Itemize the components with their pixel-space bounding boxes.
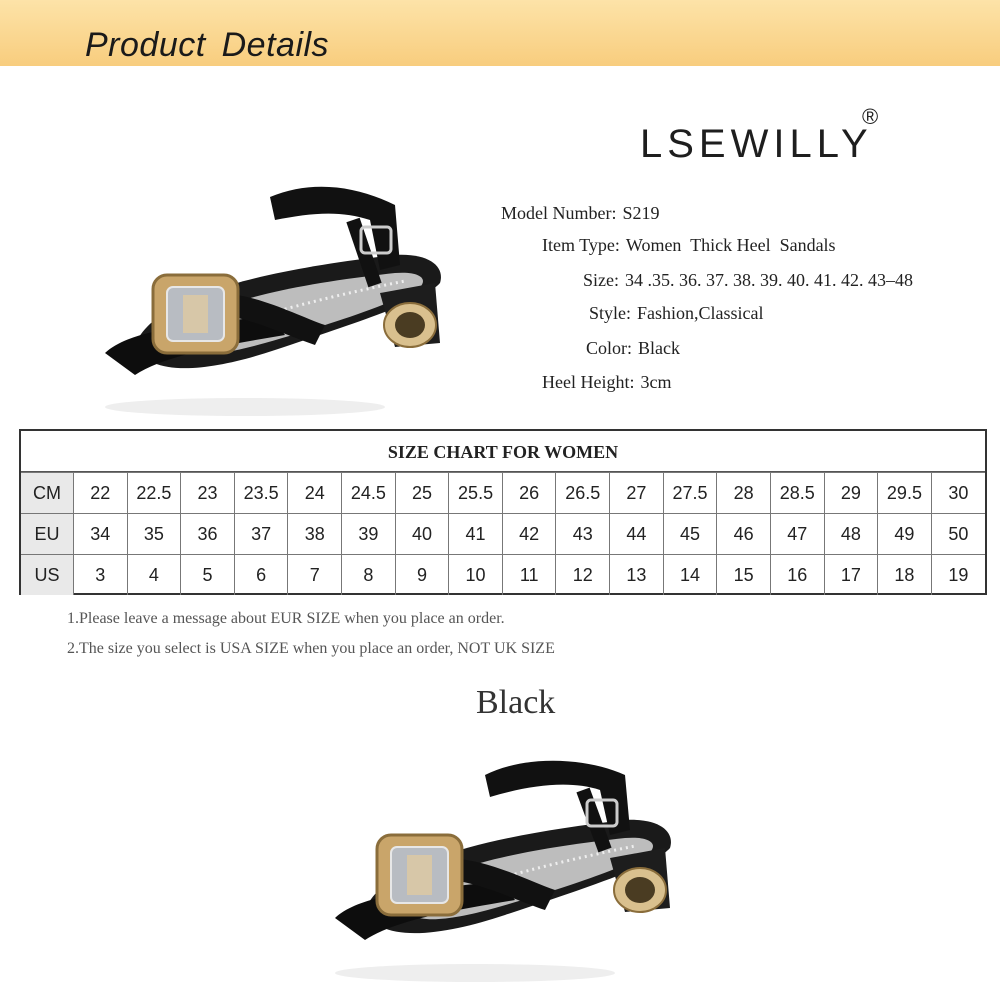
size-cell: 4 [127, 555, 181, 596]
note-usa-size: 2.The size you select is USA SIZE when you place an order, NOT UK SIZE [67, 640, 555, 657]
size-cell: 24.5 [342, 473, 396, 514]
size-row-eu [21, 514, 985, 555]
spec-model-number [501, 203, 660, 224]
size-cell: 23.5 [234, 473, 288, 514]
size-cell: 9 [395, 555, 449, 596]
product-image-main [95, 175, 465, 420]
size-cell: 28.5 [770, 473, 824, 514]
size-cell: 12 [556, 555, 610, 596]
size-cell: 27.5 [663, 473, 717, 514]
size-cell: 41 [449, 514, 503, 555]
size-cell: 19 [931, 555, 985, 596]
color-section-title: Black [476, 684, 556, 721]
size-cell: 6 [234, 555, 288, 596]
spec-style [589, 303, 764, 324]
spec-value: Black [638, 338, 681, 358]
size-cell: 43 [556, 514, 610, 555]
spec-label: Size: [583, 270, 619, 290]
size-cell: 16 [770, 555, 824, 596]
size-cell: 46 [717, 514, 771, 555]
size-cell: 30 [931, 473, 985, 514]
size-cell: 13 [610, 555, 664, 596]
spec-value: S219 [622, 203, 660, 223]
size-cell: 44 [610, 514, 664, 555]
size-table [21, 472, 985, 595]
size-cell: 17 [824, 555, 878, 596]
spec-label: Item Type: [542, 235, 620, 255]
size-cell: 50 [931, 514, 985, 555]
spec-color [586, 338, 680, 359]
size-row-header: US [21, 555, 74, 596]
spec-heel-height [542, 372, 671, 393]
size-cell: 49 [878, 514, 932, 555]
size-cell: 18 [878, 555, 932, 596]
note-eur-size: 1.Please leave a message about EUR SIZE when you place an order. [67, 610, 505, 627]
header-banner [0, 0, 1000, 66]
size-cell: 34 [74, 514, 128, 555]
size-cell: 22.5 [127, 473, 181, 514]
size-row-cm [21, 473, 985, 514]
size-chart [19, 429, 987, 595]
size-cell: 8 [342, 555, 396, 596]
size-cell: 40 [395, 514, 449, 555]
size-cell: 35 [127, 514, 181, 555]
size-cell: 45 [663, 514, 717, 555]
size-cell: 37 [234, 514, 288, 555]
spec-label: Model Number: [501, 203, 617, 223]
size-cell: 5 [181, 555, 235, 596]
size-cell: 25.5 [449, 473, 503, 514]
spec-value: Women Thick Heel Sandals [625, 235, 836, 255]
size-cell: 26.5 [556, 473, 610, 514]
size-cell: 27 [610, 473, 664, 514]
size-cell: 23 [181, 473, 235, 514]
spec-item-type [542, 235, 836, 256]
product-image-color-black [325, 735, 695, 985]
size-cell: 47 [770, 514, 824, 555]
size-row-header: CM [21, 473, 74, 514]
page-title: Product Details [85, 26, 330, 64]
size-cell: 39 [342, 514, 396, 555]
size-cell: 10 [449, 555, 503, 596]
size-cell: 28 [717, 473, 771, 514]
spec-size [583, 270, 913, 291]
brand-logo: LSEWILLY [640, 122, 873, 166]
size-cell: 7 [288, 555, 342, 596]
spec-label: Color: [586, 338, 633, 358]
size-cell: 11 [502, 555, 556, 596]
spec-value: 34 .35. 36. 37. 38. 39. 40. 41. 42. 43–48 [625, 270, 913, 290]
spec-label: Style: [589, 303, 632, 323]
size-cell: 42 [502, 514, 556, 555]
size-cell: 48 [824, 514, 878, 555]
size-row-us [21, 555, 985, 596]
size-row-header: EU [21, 514, 74, 555]
size-cell: 36 [181, 514, 235, 555]
size-cell: 29 [824, 473, 878, 514]
spec-label: Heel Height: [542, 372, 635, 392]
size-cell: 3 [74, 555, 128, 596]
size-cell: 38 [288, 514, 342, 555]
size-cell: 26 [502, 473, 556, 514]
spec-value: Fashion,Classical [637, 303, 764, 323]
size-cell: 14 [663, 555, 717, 596]
size-cell: 29.5 [878, 473, 932, 514]
spec-value: 3cm [640, 372, 672, 392]
size-chart-title: SIZE CHART FOR WOMEN [21, 431, 985, 472]
size-cell: 15 [717, 555, 771, 596]
registered-mark: ® [862, 104, 879, 129]
size-cell: 25 [395, 473, 449, 514]
size-cell: 24 [288, 473, 342, 514]
size-cell: 22 [74, 473, 128, 514]
